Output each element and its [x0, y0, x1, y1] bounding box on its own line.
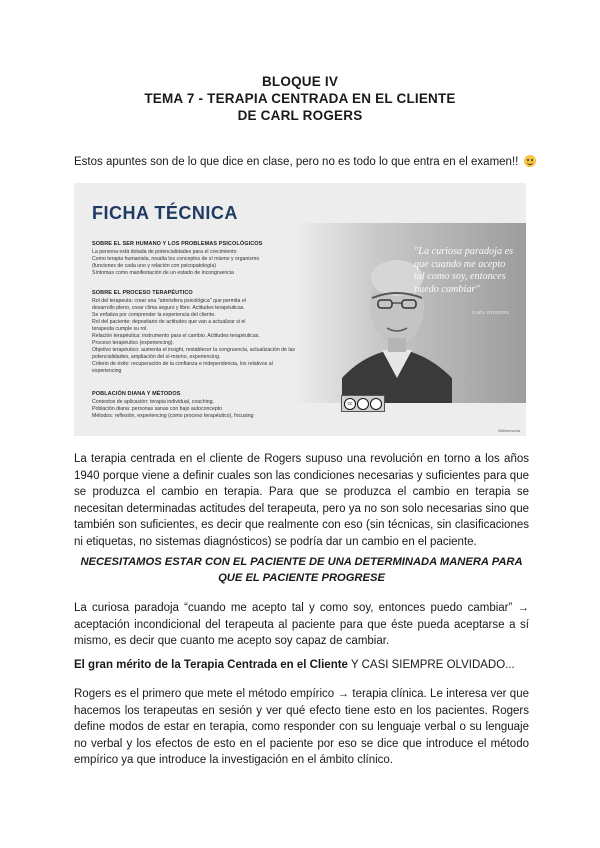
ficha-line: Como terapia humanista, resalta los conceptos de sí mismo y organismo — [92, 256, 260, 262]
document-title — [0, 73, 600, 124]
ficha-title: FICHA TÉCNICA — [92, 203, 238, 223]
cc-icon: cc — [344, 398, 356, 410]
ficha-line: desarrollo pleno, crear clima seguro y libre. Actitudes terapéuticas. — [92, 305, 245, 311]
ficha-line: Métodos: reflexión, experiencing (como proceso terapéutico), focusing — [92, 413, 254, 419]
title-line-2: TEMA 7 - TERAPIA CENTRADA EN EL CLIENTE — [144, 91, 456, 106]
ficha-line: Síntomas como manifestación de un estado de incongruencia — [92, 270, 234, 276]
intro-note — [74, 155, 536, 168]
ficha-line: Criterio de éxito: recuperación de la confianza e independencia, los relativos al — [92, 361, 273, 367]
intro-text: Estos apuntes son de lo que dice en clase, pero no es todo lo que entra en el examen!! — [74, 156, 519, 168]
quote-author: CARL ROGERS — [472, 310, 509, 315]
ficha-section-heading: SOBRE EL SER HUMANO Y LOS PROBLEMAS PSICOLÓGICOS — [92, 241, 263, 247]
creative-commons-badge — [341, 395, 385, 412]
smile-emoji-icon — [524, 155, 536, 167]
ficha-section-heading: SOBRE EL PROCESO TERAPÉUTICO — [92, 290, 193, 296]
ficha-line: Rol del terapeuta: crear una "atmósfera psicológica" que permita el — [92, 298, 246, 304]
paragraph-1: La terapia centrada en el cliente de Rogers supuso una revolución en torno a los años 1940 porque viene a definir cuales son las condiciones necesarias y suficientes para que se produzca el cambio en terapia. Para que se produzca el cambio en terapia se necesitan determinadas actitudes del terapeuta, pero ya no son solo necesarias sino que también son suficientes, es decir que realmente con eso (sin técnicas, sin clasificaciones ni etiquetas, no sistemas diagnósticos) se podría dar un cambio en el paciente. — [74, 453, 529, 548]
ficha-line: (funciones de cada uno y relación con psicopatología) — [92, 263, 217, 269]
ficha-line: experiencing — [92, 368, 122, 374]
ficha-line: Contextos de aplicación: terapia individual, coaching. — [92, 399, 214, 405]
ficha-line: Proceso terapéutico (experiencing). — [92, 340, 174, 346]
paragraph-2: La curiosa paradoja “cuando me acepto tal y como soy, entonces puedo cambiar” → aceptación incondicional del terapeuta al paciente para que éste pueda aceptarse a sí mismo, es decir que cuanto me acepto soy capaz de cambiar. — [74, 602, 529, 647]
image-watermark: Blibliomania — [498, 428, 520, 433]
ficha-line: Objetivo terapéutico: aumenta el insight, restablecer la congruencia, actualización de las — [92, 347, 296, 353]
paragraph-4: Rogers es el primero que mete el método empírico → terapia clínica. Le interesa ver que hacemos los terapeutas en sesión y ver qué efecto tiene esto en los pacientes. Rogers define modos de estar en terapia, como responder con su lenguaje verbal o su lenguaje no verbal y los efectos de esto en el paciente por eso se dice que introduce el método empírico ya que introduce la investigación en el ámbito clínico. — [74, 688, 529, 766]
title-line-3: DE CARL ROGERS — [237, 108, 363, 123]
ficha-line: potencialidades, ampliación del sí-mismo, experiencing. — [92, 354, 221, 360]
ficha-line: Se enfatiza por comprender la experiencia del cliente. — [92, 312, 216, 318]
ficha-section-heading: POBLACIÓN DIANA Y MÉTODOS — [92, 391, 181, 397]
ficha-line: La persona está dotada de potencialidades para el crecimiento — [92, 249, 237, 255]
paragraph-3 — [74, 657, 529, 674]
by-icon — [357, 398, 369, 410]
title-line-1: BLOQUE IV — [261, 74, 339, 89]
nc-icon — [370, 398, 382, 410]
paragraph-3-bold: El gran mérito de la Terapia Centrada en el Cliente — [74, 659, 348, 671]
ficha-line: Población diana: personas sanas con bajo autoconcepto — [92, 406, 223, 412]
ficha-tecnica-image — [74, 183, 526, 436]
ficha-line: Rol del paciente: depositario de actitudes que van a actualizar si el — [92, 319, 246, 325]
paragraph-3-rest: Y CASI SIEMPRE OLVIDADO... — [347, 659, 515, 671]
ficha-line: Relación terapéutica: instrumento para el cambio. Actitudes terapéuticas. — [92, 333, 260, 339]
rogers-quote: "La curiosa paradoja es que cuando me acepto tal como soy, entonces puedo cambiar" — [414, 246, 514, 295]
ficha-line: terapeuta cumple su rol. — [92, 326, 148, 332]
emphasis-heading: NECESITAMOS ESTAR CON EL PACIENTE DE UNA DETERMINADA MANERA PARA QUE EL PACIENTE PROGRESE — [80, 556, 523, 584]
